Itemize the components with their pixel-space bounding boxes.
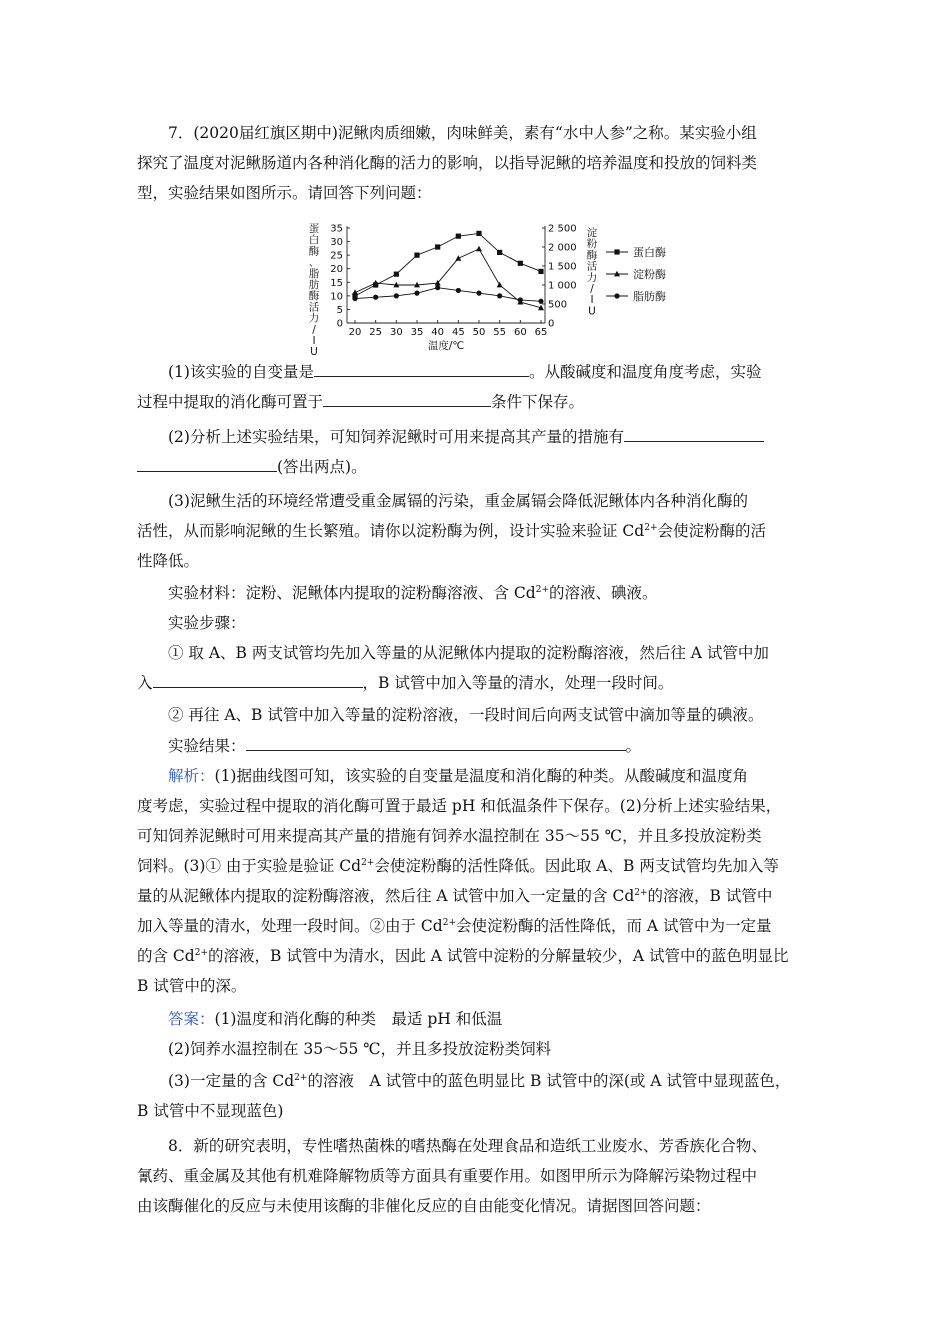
- left-tick-label: 5: [336, 304, 343, 316]
- left-tick-label: 35: [330, 223, 343, 235]
- chart-legend: [606, 245, 666, 303]
- analysis-label: 解析：: [168, 767, 215, 785]
- chart-ticks: [309, 223, 598, 358]
- chart-axes: [347, 226, 545, 323]
- analysis-line5: 量的从泥鳅体内提取的淀粉酶溶液，然后往 A 试管中加入一定量的含 $Cd^{2+}$的溶液，B 试管中: [137, 887, 773, 905]
- data-point-circle: [538, 299, 543, 304]
- q7-sub1-line2: 过程中提取的消化酶可置于 条件下保存。: [137, 387, 817, 417]
- q7-sub3-line2: 活性，从而影响泥鳅的生长繁殖。请你以淀粉酶为例，设计实验来验证 $Cd^{2+}$会使淀粉酶的活: [137, 522, 767, 540]
- data-point-triangle: [352, 289, 358, 295]
- answer-line2: (2)饲养水温控制在 35～55 ℃，并且多投放淀粉类饲料: [168, 1040, 552, 1058]
- x-tick-label: 50: [472, 327, 486, 338]
- x-axis-label: 温度/℃: [427, 340, 465, 352]
- data-point-circle: [518, 297, 523, 302]
- q8-line3: 由该酶催化的反应与未使用该酶的非催化反应的自由能变化情况。请据图回答问题：: [137, 1197, 711, 1215]
- x-tick-label: 25: [369, 327, 383, 338]
- data-point-triangle: [497, 282, 503, 288]
- data-point-square: [476, 231, 481, 236]
- data-point-circle: [373, 295, 378, 300]
- q7-steps-label: 实验步骤：: [168, 614, 246, 632]
- legend-label: 蛋白酶: [633, 246, 666, 259]
- analysis-line1: 解析：(1)据曲线图可知，该实验的自变量是温度和消化酶的种类。从酸碱度和温度角: [168, 767, 748, 785]
- data-point-circle: [352, 296, 357, 301]
- series-line-triangle: [355, 249, 541, 308]
- answer-blank[interactable]: [323, 389, 491, 407]
- analysis-line6: 加入等量的清水，处理一段时间。②由于 $Cd^{2+}$会使淀粉酶的活性降低，而 A 试管中为一定量: [137, 917, 772, 935]
- left-tick-label: 10: [330, 291, 343, 303]
- series-line-circle: [355, 288, 541, 302]
- legend-label: 脂肪酶: [633, 290, 666, 303]
- right-tick-label: 2 500: [548, 223, 577, 235]
- q8-line2: 氰药、重金属及其他有机难降解物质等方面具有重要作用。如图甲所示为降解污染物过程中: [137, 1167, 758, 1185]
- data-point-square: [414, 253, 419, 258]
- data-point-square: [518, 261, 523, 266]
- x-tick-label: 45: [451, 327, 465, 338]
- q7-sub2-line1: (2)分析上述实验结果，可知饲养泥鳅时可用来提高其产量的措施有: [137, 422, 817, 452]
- right-axis-label: 淀粉酶活力/ I U: [586, 227, 598, 318]
- q7-step1-line1: ① 取 A、B 两支试管均先加入等量的从泥鳅体内提取的淀粉酶溶液，然后往 A 试管中加: [168, 644, 769, 662]
- data-point-circle: [414, 291, 419, 296]
- q7-intro-line2: 探究了温度对泥鳅肠道内各种消化酶的活力的影响，以指导泥鳅的培养温度和投放的饲料类: [137, 154, 758, 172]
- q7-sub1-line1: (1)该实验的自变量是 。从酸碱度和温度角度考虑，实验: [137, 357, 817, 387]
- right-tick-label: 0: [548, 318, 555, 330]
- answer-label: 答案：: [168, 1010, 215, 1028]
- x-tick-label: 60: [513, 327, 527, 338]
- answer-blank[interactable]: [314, 359, 529, 377]
- left-axis-label: 蛋白酶、脂肪酶活力/ I U: [308, 223, 320, 359]
- q7-intro-line1: 7．(2020届红旗区期中)泥鳅肉质细嫩，肉味鲜美，素有“水中人参”之称。某实验小组: [168, 124, 757, 142]
- q7-step2: ② 再往 A、B 试管中加入等量的淀粉溶液，一段时间后向两支试管中滴加等量的碘液。: [168, 706, 764, 724]
- legend-marker-square: [614, 249, 619, 254]
- q8-line1: 8．新的研究表明，专性嗜热菌株的嗜热酶在处理食品和造纸工业废水、芳香族化合物、: [168, 1137, 767, 1155]
- data-point-circle: [476, 291, 481, 296]
- left-tick-label: 15: [330, 277, 343, 289]
- q7-materials: 实验材料：淀粉、泥鳅体内提取的淀粉酶溶液、含 $Cd^{2+}$的溶液、碘液。: [168, 584, 658, 602]
- analysis-line8: B 试管中的深。: [137, 977, 247, 995]
- legend-marker-circle: [614, 293, 619, 298]
- answer-blank[interactable]: [153, 670, 363, 688]
- x-tick-label: 20: [348, 327, 362, 338]
- answer-blank[interactable]: [246, 733, 626, 751]
- q7-sub3-line3: 性降低。: [137, 552, 200, 570]
- data-point-circle: [497, 293, 502, 298]
- x-tick-label: 55: [493, 327, 507, 338]
- right-tick-label: 1 500: [548, 261, 577, 273]
- x-tick-label: 40: [431, 327, 445, 338]
- analysis-line3: 可知饲养泥鳅时可用来提高其产量的措施有饲养水温控制在 35～55 ℃，并且多投放淀粉类: [137, 827, 762, 845]
- data-point-square: [538, 269, 543, 274]
- left-tick-label: 30: [330, 237, 343, 249]
- data-point-square: [497, 250, 502, 255]
- enzyme-activity-chart: [300, 222, 690, 359]
- q7-sub2-line2: (答出两点)。: [137, 452, 817, 482]
- left-tick-label: 25: [330, 250, 343, 262]
- answer-line4: B 试管中不显现蓝色): [137, 1102, 284, 1120]
- left-tick-label: 20: [330, 264, 343, 276]
- legend-label: 淀粉酶: [633, 268, 666, 281]
- data-point-triangle: [476, 246, 482, 252]
- series-line-square: [355, 233, 541, 295]
- chart-series: [352, 231, 544, 310]
- x-tick-label: 35: [410, 327, 424, 338]
- data-point-triangle: [455, 255, 461, 261]
- data-point-circle: [435, 285, 440, 290]
- analysis-line4: 饲料。(3)① 由于实验是验证 $Cd^{2+}$会使淀粉酶的活性降低。因此取 A、B 两支试管均先加入等: [137, 857, 779, 875]
- answer-line1: 答案：(1)温度和消化酶的种类 最适 pH 和低温: [168, 1010, 503, 1028]
- answer-blank[interactable]: [137, 454, 277, 472]
- data-point-square: [456, 234, 461, 239]
- q7-sub3-line1: (3)泥鳅生活的环境经常遭受重金属镉的污染，重金属镉会降低泥鳅体内各种消化酶的: [168, 492, 748, 510]
- data-point-circle: [456, 288, 461, 293]
- right-tick-label: 2 000: [548, 242, 577, 254]
- right-tick-label: 1 000: [548, 280, 577, 292]
- analysis-line2: 度考虑，实验过程中提取的消化酶可置于最适 pH 和低温条件下保存。(2)分析上述实验结果，: [137, 797, 782, 815]
- x-tick-label: 30: [389, 327, 403, 338]
- right-tick-label: 500: [548, 299, 568, 311]
- x-tick-label: 65: [534, 327, 548, 338]
- q7-step1-line2: 入 ，B 试管中加入等量的清水，处理一段时间。: [137, 668, 817, 698]
- analysis-line7: 的含 $Cd^{2+}$的溶液，B 试管中为清水，因此 A 试管中淀粉的分解量较少，A 试管中的蓝色明显比: [137, 947, 789, 965]
- q7-intro-line3: 型，实验结果如图所示。请回答下列问题：: [137, 184, 432, 202]
- data-point-square: [394, 272, 399, 277]
- answer-line3: (3)一定量的含 $Cd^{2+}$的溶液 A 试管中的蓝色明显比 B 试管中的深(或 A 试管中显现蓝色，: [168, 1072, 791, 1090]
- q7-result: 实验结果： 。: [137, 731, 817, 761]
- answer-blank[interactable]: [624, 424, 764, 442]
- data-point-circle: [394, 293, 399, 298]
- data-point-square: [435, 244, 440, 249]
- left-tick-label: 0: [336, 318, 343, 330]
